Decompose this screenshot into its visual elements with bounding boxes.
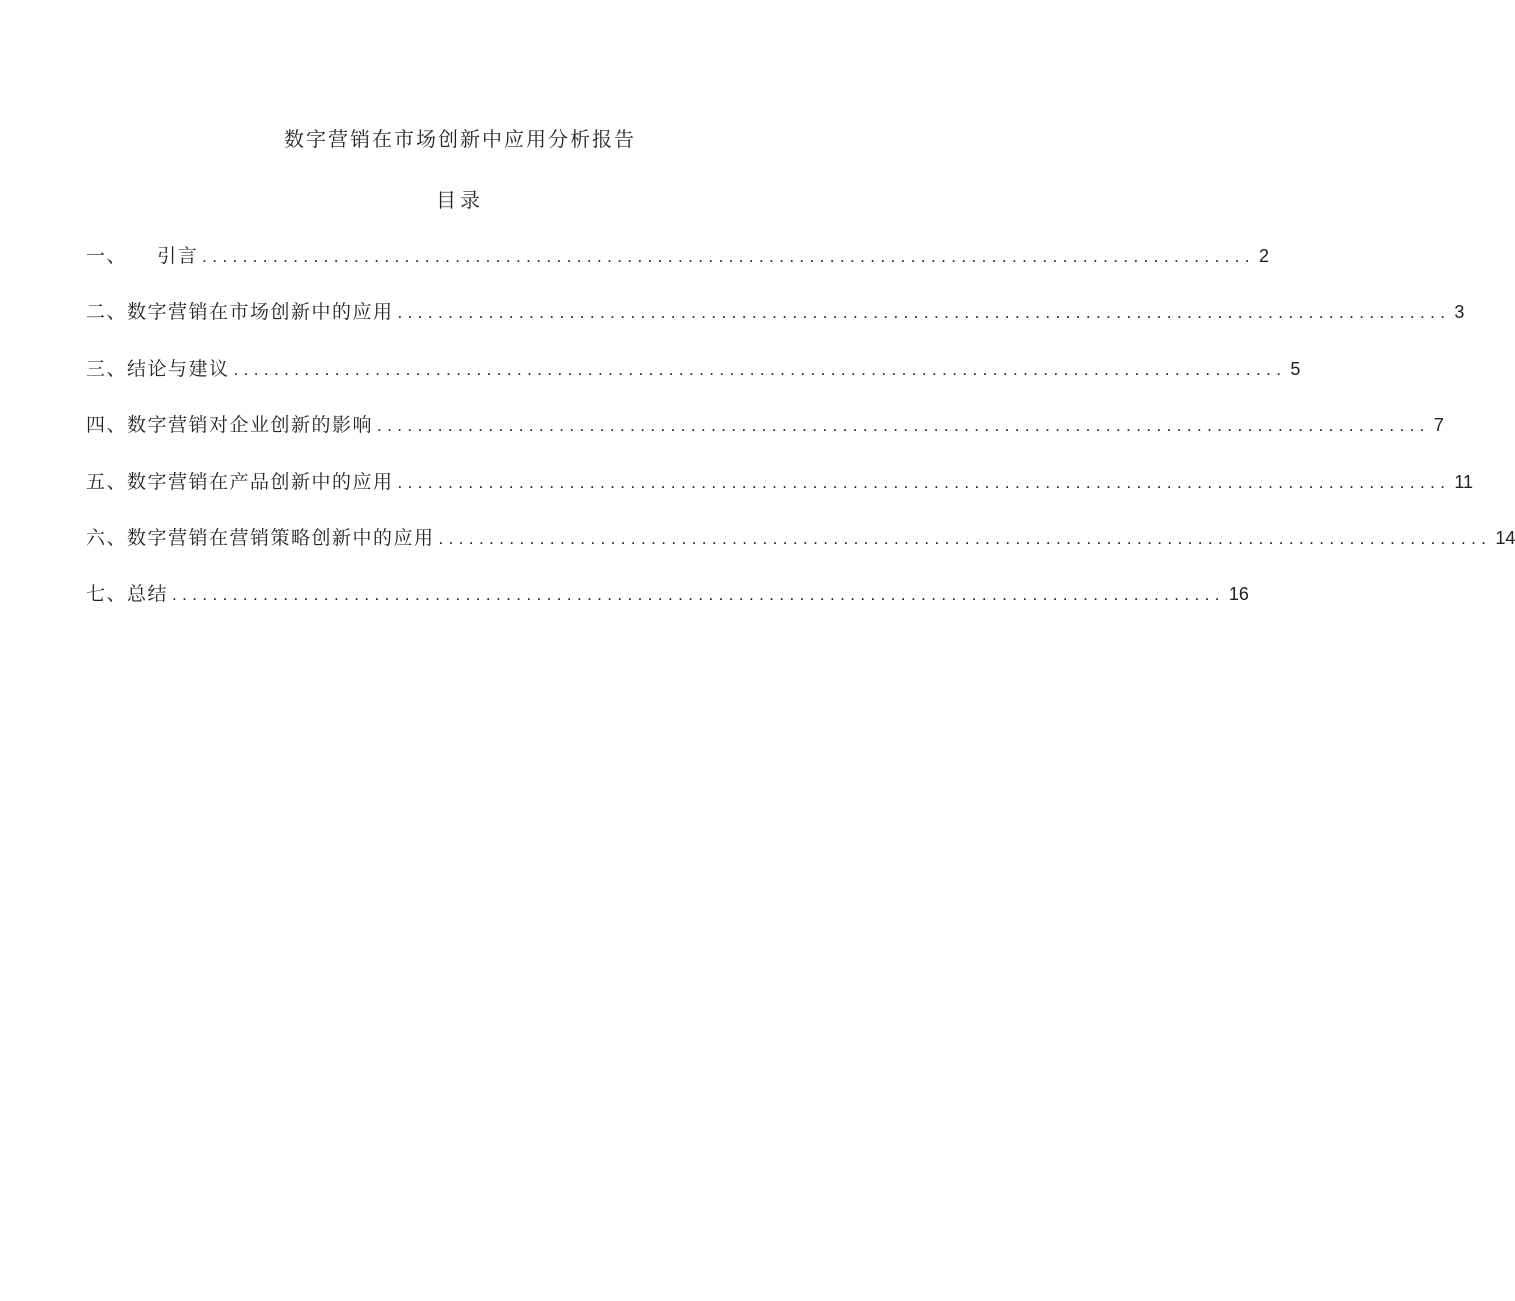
toc-page-number: 7 [1433,415,1444,436]
toc-entry-4[interactable] [86,410,1444,466]
toc-dot-leader: ........................................................................................................ [172,585,1225,605]
toc-dot-leader: ........................................................................................................ [202,247,1255,266]
toc-entry-label: 五、数字营销在产品创新中的应用 [86,470,394,493]
document-title: 数字营销在市场创新中应用分析报告 [284,127,636,151]
toc-entry-5[interactable] [86,467,1474,523]
toc-entry-label: 六、数字营销在营销策略创新中的应用 [86,526,435,549]
toc-page-number: 16 [1228,584,1249,605]
toc-heading: 目录 [436,188,484,212]
toc-entry-label: 四、数字营销对企业创新的影响 [86,414,374,437]
toc-entry-6[interactable] [86,523,1515,579]
toc-dot-leader: ........................................................................................................ [377,416,1430,436]
toc-page-number: 11 [1454,471,1474,492]
toc-entry-7[interactable] [86,579,1249,635]
toc-dot-leader: ........................................................................................................ [233,359,1287,379]
toc-page-number: 14 [1495,527,1515,548]
toc-entry-3[interactable] [86,354,1301,410]
toc-page-number: 2 [1258,246,1269,266]
toc-page-number: 3 [1454,302,1465,323]
toc-entry-label: 一、 引言 [86,245,199,267]
toc-entry-1[interactable] [86,241,1269,297]
table-of-contents [86,241,1515,636]
toc-dot-leader: ........................................................................................................ [397,472,1451,492]
toc-dot-leader: ........................................................................................................ [397,303,1451,323]
toc-entry-label: 七、总结 [86,583,169,606]
toc-dot-leader: ........................................................................................................ [438,528,1492,548]
toc-entry-label: 三、结论与建议 [86,357,230,380]
toc-entry-2[interactable] [86,297,1465,353]
toc-page-number: 5 [1290,358,1301,379]
toc-entry-label: 二、数字营销在市场创新中的应用 [86,301,394,324]
